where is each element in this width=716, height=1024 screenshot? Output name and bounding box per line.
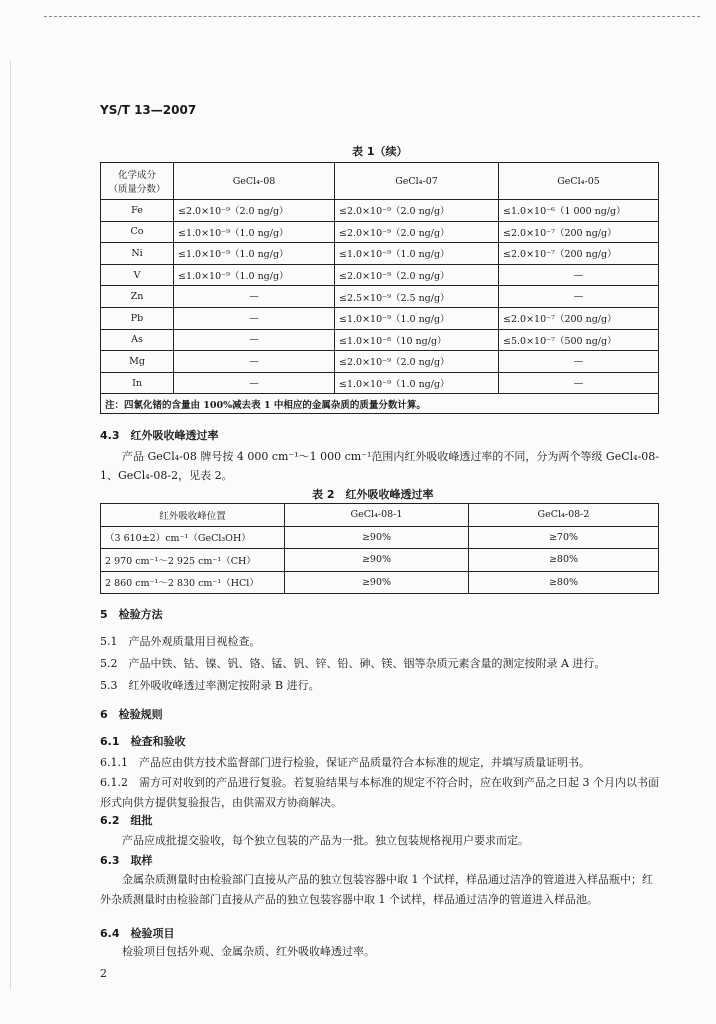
table1-cell-el: Co (101, 221, 174, 243)
table1-cell-a: — (174, 307, 335, 329)
table1-cell-el: Pb (101, 307, 174, 329)
table2-row (101, 549, 659, 572)
sec5-item-3: 5.3 红外吸收峰透过率测定按附录 B 进行。 (100, 679, 320, 692)
table2-cell-a: ≥90% (285, 571, 469, 594)
t2-header-pos: 红外吸收峰位置 (101, 504, 285, 527)
table1-row (101, 286, 659, 308)
table2-cell-pos: 2 970 cm⁻¹～2 925 cm⁻¹（CH） (101, 549, 285, 572)
table1-cell-b: ≤1.0×10⁻⁹（1.0 ng/g） (335, 372, 499, 394)
table1-cell-c: — (499, 286, 659, 308)
table1-cell-b: ≤2.0×10⁻⁹（2.0 ng/g） (335, 351, 499, 373)
table1-cell-c: ≤2.0×10⁻⁷（200 ng/g） (499, 221, 659, 243)
table1-cell-c: — (499, 372, 659, 394)
col0-header (101, 163, 174, 200)
table2-cell-a: ≥90% (285, 549, 469, 572)
table2-cell-pos: 2 860 cm⁻¹～2 830 cm⁻¹（HCl） (101, 571, 285, 594)
sec6-title: 6 检验规则 (100, 708, 163, 721)
table2-cell-b: ≥70% (469, 526, 659, 549)
table1-row (101, 264, 659, 286)
table1-cell-el: Fe (101, 200, 174, 222)
table1-cell-b: ≤2.0×10⁻⁹（2.0 ng/g） (335, 221, 499, 243)
table1-cell-b: ≤1.0×10⁻⁸（10 ng/g） (335, 329, 499, 351)
table1-row (101, 351, 659, 373)
table1-cell-a: ≤1.0×10⁻⁹（1.0 ng/g） (174, 221, 335, 243)
table1 (100, 162, 659, 414)
standard-header: YS/T 13—2007 (100, 103, 197, 117)
table1-cell-el: In (101, 372, 174, 394)
table1-cell-a: ≤2.0×10⁻⁹（2.0 ng/g） (174, 200, 335, 222)
table2-caption: 表 2 红外吸收峰透过率 (312, 488, 434, 501)
table1-cell-a: ≤1.0×10⁻⁹（1.0 ng/g） (174, 264, 335, 286)
table1-cell-b: ≤1.0×10⁻⁹（1.0 ng/g） (335, 307, 499, 329)
sec611: 6.1.1 产品应由供方技术监督部门进行检验，保证产品质量符合本标准的规定，并填写质量证明书。 (100, 756, 590, 769)
table1-cell-c: — (499, 351, 659, 373)
table2-cell-pos: （3 610±2）cm⁻¹（GeCl₃OH） (101, 526, 285, 549)
table2-cell-b: ≥80% (469, 549, 659, 572)
sec62-body: 产品应成批提交验收，每个独立包装的产品为一批。独立包装规格视用户要求而定。 (122, 834, 529, 847)
sec63-body: 金属杂质测量时由检验部门直接从产品的独立包装容器中取 1 个试样，样品通过洁净的管道进入样品瓶中；红外杂质测量时由检验部门直接从产品的独立包装容器中取 1 个试样，样品通过洁净的管道进入样品池。 (100, 873, 653, 906)
table1-cell-el: V (101, 264, 174, 286)
page-number: 2 (100, 967, 107, 980)
sec64-body: 检验项目包括外观、金属杂质、红外吸收峰透过率。 (122, 945, 375, 958)
col-header-07: GeCl₄-07 (335, 163, 499, 200)
table2-row (101, 526, 659, 549)
table1-cell-c: ≤2.0×10⁻⁷（200 ng/g） (499, 243, 659, 265)
table1-cell-a: — (174, 286, 335, 308)
table1-cell-b: ≤2.0×10⁻⁹（2.0 ng/g） (335, 264, 499, 286)
table2-row (101, 571, 659, 594)
sec62-title: 6.2 组批 (100, 814, 153, 827)
table1-caption: 表 1（续） (352, 145, 408, 158)
table1-row (101, 329, 659, 351)
table1-cell-a: ≤1.0×10⁻⁹（1.0 ng/g） (174, 243, 335, 265)
table1-cell-b: ≤2.0×10⁻⁹（2.0 ng/g） (335, 200, 499, 222)
sec43-title: 4.3 红外吸收峰透过率 (100, 429, 219, 442)
sec43-body: 产品 GeCl₄-08 牌号按 4 000 cm⁻¹～1 000 cm⁻¹范围内红外吸收峰透过率的不同，分为两个等级 GeCl₄-08-1、GeCl₄-08-2，见表 2。 (100, 450, 659, 482)
table1-cell-a: — (174, 351, 335, 373)
table1-row (101, 307, 659, 329)
sec612: 6.1.2 需方可对收到的产品进行复验。若复验结果与本标准的规定不符合时，应在收到产品之日起 3 个月内以书面形式向供方提供复验报告，由供需双方协商解决。 (100, 776, 659, 809)
table2-cell-a: ≥90% (285, 526, 469, 549)
table2 (100, 503, 659, 594)
table1-cell-el: Zn (101, 286, 174, 308)
col0-header-line1: 化学成分 (117, 170, 156, 181)
table1-cell-c: ≤1.0×10⁻⁶（1 000 ng/g） (499, 200, 659, 222)
col-header-05: GeCl₄-05 (499, 163, 659, 200)
sec5-title: 5 检验方法 (100, 608, 163, 621)
table1-cell-a: — (174, 372, 335, 394)
table1-body (101, 200, 659, 394)
table1-cell-b: ≤2.5×10⁻⁹（2.5 ng/g） (335, 286, 499, 308)
table1-cell-b: ≤1.0×10⁻⁹（1.0 ng/g） (335, 243, 499, 265)
table1-row (101, 372, 659, 394)
sec5-item-1: 5.1 产品外观质量用目视检查。 (100, 635, 261, 648)
sec61-title: 6.1 检查和验收 (100, 735, 186, 748)
table1-cell-c: ≤5.0×10⁻⁷（500 ng/g） (499, 329, 659, 351)
table1-cell-c: — (499, 264, 659, 286)
table1-row (101, 200, 659, 222)
table1-cell-a: — (174, 329, 335, 351)
table1-cell-c: ≤2.0×10⁻⁷（200 ng/g） (499, 307, 659, 329)
table1-row (101, 243, 659, 265)
table2-body (101, 526, 659, 594)
scan-edge-line (44, 16, 700, 17)
table1-cell-el: As (101, 329, 174, 351)
table1-note: 注：四氯化锗的含量由 100%减去表 1 中相应的金属杂质的质量分数计算。 (101, 394, 659, 414)
t2-header-1: GeCl₄-08-1 (285, 504, 469, 527)
t2-header-2: GeCl₄-08-2 (469, 504, 659, 527)
table1-cell-el: Mg (101, 351, 174, 373)
sec64-title: 6.4 检验项目 (100, 927, 175, 940)
table2-cell-b: ≥80% (469, 571, 659, 594)
sec63-title: 6.3 取样 (100, 854, 153, 867)
table1-row (101, 221, 659, 243)
sec5-item-2: 5.2 产品中铁、钴、镍、钒、铬、锰、钒、锌、铅、砷、镁、铟等杂质元素含量的测定按附录 A 进行。 (100, 657, 606, 670)
col-header-08: GeCl₄-08 (174, 163, 335, 200)
table1-cell-el: Ni (101, 243, 174, 265)
col0-header-line2: （质量分数） (108, 184, 166, 195)
scan-margin-line (10, 60, 11, 990)
